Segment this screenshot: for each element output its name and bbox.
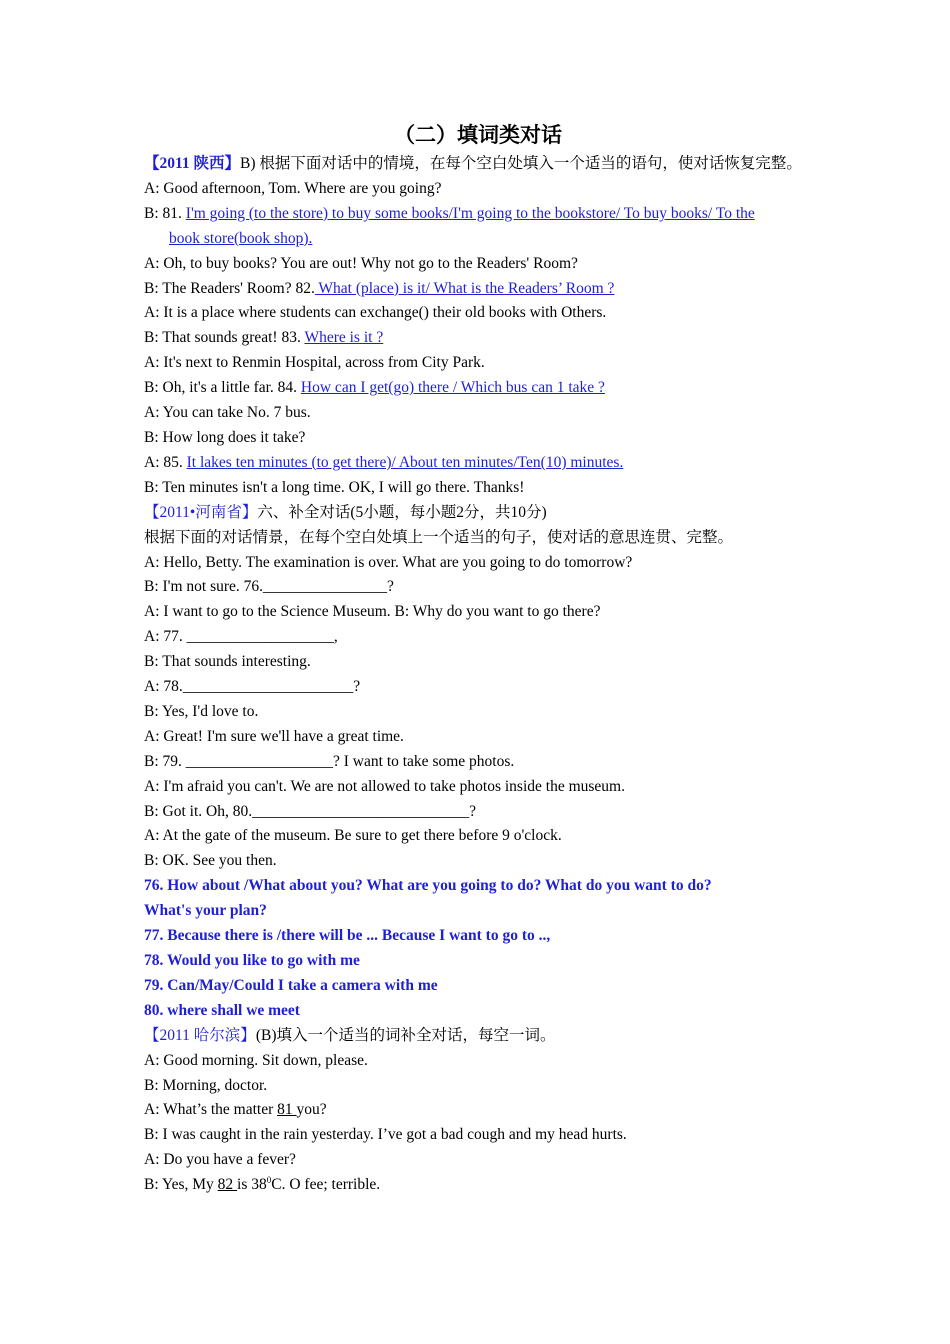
answer-text: How can I get(go) there / Which bus can 1 take ? bbox=[300, 379, 605, 397]
line-prefix: A: 85. bbox=[144, 453, 187, 471]
dialogue-line bbox=[144, 1098, 812, 1123]
dialogue-line: A: It is a place where students can exchange() their old books with Others. bbox=[144, 304, 607, 322]
dialogue-line: B: Ten minutes isn't a long time. OK, I will go there. Thanks! bbox=[144, 478, 525, 496]
dialogue-line bbox=[144, 202, 812, 227]
dialogue-line: A: 77. ___________________, bbox=[144, 628, 338, 646]
dialogue-line bbox=[144, 277, 812, 302]
dialogue-line: B: That sounds interesting. bbox=[144, 653, 311, 671]
line-prefix: B: 81. bbox=[144, 204, 186, 222]
dialogue-line bbox=[144, 376, 812, 401]
dialogue-line: A: I'm afraid you can't. We are not allowed to take photos inside the museum. bbox=[144, 777, 625, 795]
answer-line: 80. where shall we meet bbox=[144, 1001, 300, 1019]
section-tag: 【2011 哈尔滨】 bbox=[144, 1026, 256, 1044]
dialogue-line bbox=[144, 451, 812, 476]
answer-text: book store(book shop). bbox=[169, 229, 313, 247]
dialogue-line: B: 79. ___________________? I want to take some photos. bbox=[144, 752, 515, 770]
dialogue-line: B: Got it. Oh, 80.____________________________? bbox=[144, 802, 476, 820]
line-suffix: C. O fee; terrible. bbox=[271, 1176, 381, 1194]
dialogue-line: A: Good morning. Sit down, please. bbox=[144, 1051, 368, 1069]
document-page bbox=[144, 120, 812, 1198]
dialogue-line: B: How long does it take? bbox=[144, 428, 306, 446]
answer-line: 76. How about /What about you? What are you going to do? What do you want to do? bbox=[144, 877, 712, 895]
line-prefix: B: That sounds great! 83. bbox=[144, 329, 305, 347]
page-title: （二）填词类对话 bbox=[394, 123, 562, 147]
line-prefix: B: Oh, it's a little far. 84. bbox=[144, 379, 301, 397]
dialogue-line: A: Oh, to buy books? You are out! Why not go to the Readers' Room? bbox=[144, 254, 578, 272]
section-instruction: 根据下面的对话情景，在每个空白处填上一个适当的句子，使对话的意思连贯、完整。 bbox=[144, 528, 734, 546]
answer-text: Where is it ? bbox=[304, 329, 384, 347]
dialogue-line bbox=[144, 326, 812, 351]
answer-text: What (place) is it/ What is the Readers’ Room ? bbox=[314, 279, 615, 297]
section-intro-henan bbox=[144, 501, 812, 526]
line-middle: is 38 bbox=[237, 1176, 267, 1194]
dialogue-line: B: OK. See you then. bbox=[144, 852, 277, 870]
dialogue-line: A: I want to go to the Science Museum. B: Why do you want to go there? bbox=[144, 603, 601, 621]
line-prefix: B: The Readers' Room? 82. bbox=[144, 279, 315, 297]
answer-line: What's your plan? bbox=[144, 902, 267, 920]
dialogue-line: A: Great! I'm sure we'll have a great time. bbox=[144, 727, 404, 745]
answer-text: It lakes ten minutes (to get there)/ About ten minutes/Ten(10) minutes. bbox=[186, 453, 624, 471]
dialogue-line bbox=[144, 1173, 812, 1198]
dialogue-line bbox=[144, 227, 812, 252]
blank-81: 81 bbox=[277, 1101, 297, 1119]
dialogue-line: A: Hello, Betty. The examination is over. What are you going to do tomorrow? bbox=[144, 553, 633, 571]
blank-82: 82 bbox=[217, 1176, 238, 1194]
section-instruction: B) 根据下面对话中的情境，在每个空白处填入一个适当的语句，使对话恢复完整。 bbox=[240, 155, 802, 172]
section-intro-shaanxi bbox=[144, 152, 812, 177]
dialogue-line: B: Morning, doctor. bbox=[144, 1076, 268, 1094]
section-instruction: 六、补全对话(5小题，每小题2分，共10分) bbox=[257, 503, 547, 521]
section-intro-harbin bbox=[144, 1024, 812, 1049]
dialogue-line: A: It's next to Renmin Hospital, across from City Park. bbox=[144, 354, 485, 372]
answer-line: 78. Would you like to go with me bbox=[144, 952, 360, 969]
dialogue-line: A: You can take No. 7 bus. bbox=[144, 404, 311, 422]
answer-line: 79. Can/May/Could I take a camera with me bbox=[144, 976, 438, 994]
section-tag: 【2011•河南省】 bbox=[144, 503, 258, 521]
dialogue-line: B: Yes, I'd love to. bbox=[144, 702, 259, 720]
dialogue-line: A: 78.______________________? bbox=[144, 678, 361, 696]
line-prefix: B: Yes, My bbox=[144, 1176, 218, 1194]
answer-text: I'm going (to the store) to buy some books/I'm going to the bookstore/ To buy books/ To the bbox=[185, 204, 755, 222]
line-suffix: you? bbox=[296, 1101, 327, 1119]
dialogue-line: A: Good afternoon, Tom. Where are you going? bbox=[144, 179, 442, 197]
dialogue-line: B: I was caught in the rain yesterday. I’ve got a bad cough and my head hurts. bbox=[144, 1126, 627, 1144]
dialogue-line: A: Do you have a fever? bbox=[144, 1151, 296, 1169]
dialogue-line: A: At the gate of the museum. Be sure to get there before 9 o'clock. bbox=[144, 827, 562, 845]
section-tag: 【2011 陕西】 bbox=[144, 155, 241, 172]
answer-line: 77. Because there is /there will be ... Because I want to go to .., bbox=[144, 927, 551, 945]
dialogue-line: B: I'm not sure. 76.________________? bbox=[144, 578, 394, 596]
section-instruction: (B)填入一个适当的词补全对话，每空一词。 bbox=[255, 1026, 556, 1044]
line-prefix: A: What’s the matter bbox=[144, 1101, 278, 1119]
degree-superscript: 0 bbox=[266, 1175, 272, 1185]
